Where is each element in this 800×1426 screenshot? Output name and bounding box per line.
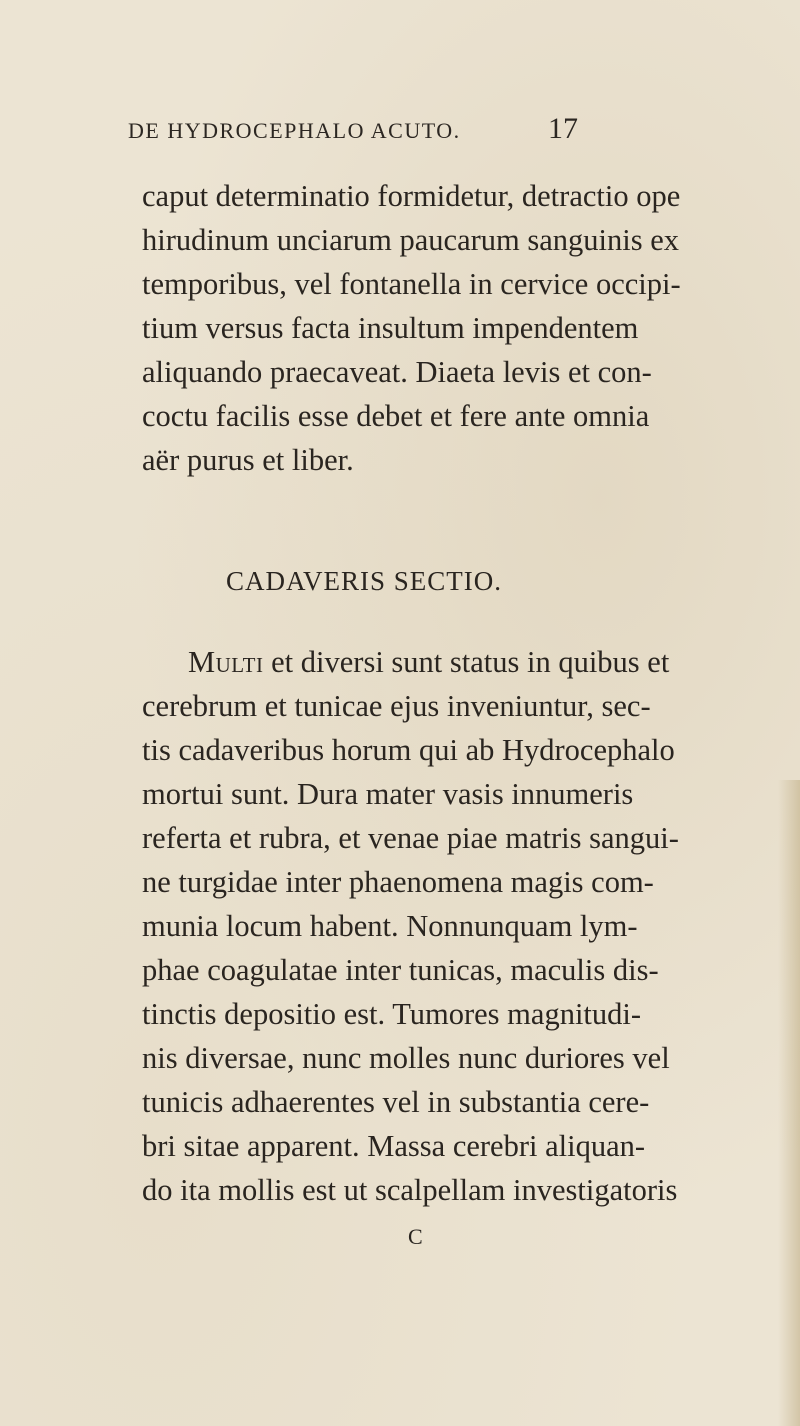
text-line: hirudinum unciarum paucarum sanguinis ex	[142, 223, 680, 257]
text-line: tunicis adhaerentes vel in substantia cere-	[142, 1085, 650, 1119]
text-line: aër purus et liber.	[142, 443, 354, 477]
text-line: temporibus, vel fontanella in cervice occipi-	[142, 267, 681, 301]
text-line: mortui sunt. Dura mater vasis innumeris	[142, 777, 634, 811]
text-line: cerebrum et tunicae ejus inveniuntur, sec-	[142, 689, 651, 723]
text-line: phae coagulatae inter tunicas, maculis dis-	[142, 953, 659, 987]
text-line: tinctis depositio est. Tumores magnitudi-	[142, 997, 642, 1031]
text-line: tium versus facta insultum impendentem	[142, 311, 639, 345]
text-line: coctu facilis esse debet et fere ante omnia	[142, 399, 650, 433]
running-head	[0, 112, 800, 152]
first-line-text: et diversi sunt status in quibus et	[263, 645, 670, 679]
signature-mark: C	[408, 1224, 423, 1249]
text-line-first	[188, 640, 669, 684]
section-heading: CADAVERIS SECTIO.	[226, 566, 503, 596]
drop-word: Multi	[188, 645, 264, 679]
text-line: referta et rubra, et venae piae matris sangui-	[142, 821, 679, 855]
text-line: do ita mollis est ut scalpellam investigatoris	[142, 1173, 678, 1207]
text-line: aliquando praecaveat. Diaeta levis et con-	[142, 355, 652, 389]
text-line: tis cadaveribus horum qui ab Hydrocephalo	[142, 733, 675, 767]
page-edge-shadow	[778, 780, 800, 1426]
text-line: ne turgidae inter phaenomena magis com-	[142, 865, 654, 899]
page-number: 17	[548, 112, 578, 145]
running-head-title: DE HYDROCEPHALO ACUTO.	[128, 118, 461, 143]
text-line: caput determinatio formidetur, detractio ope	[142, 179, 681, 213]
text-line: bri sitae apparent. Massa cerebri aliquan-	[142, 1129, 646, 1163]
text-line: munia locum habent. Nonnunquam lym-	[142, 909, 638, 943]
text-line: nis diversae, nunc molles nunc duriores vel	[142, 1041, 670, 1075]
